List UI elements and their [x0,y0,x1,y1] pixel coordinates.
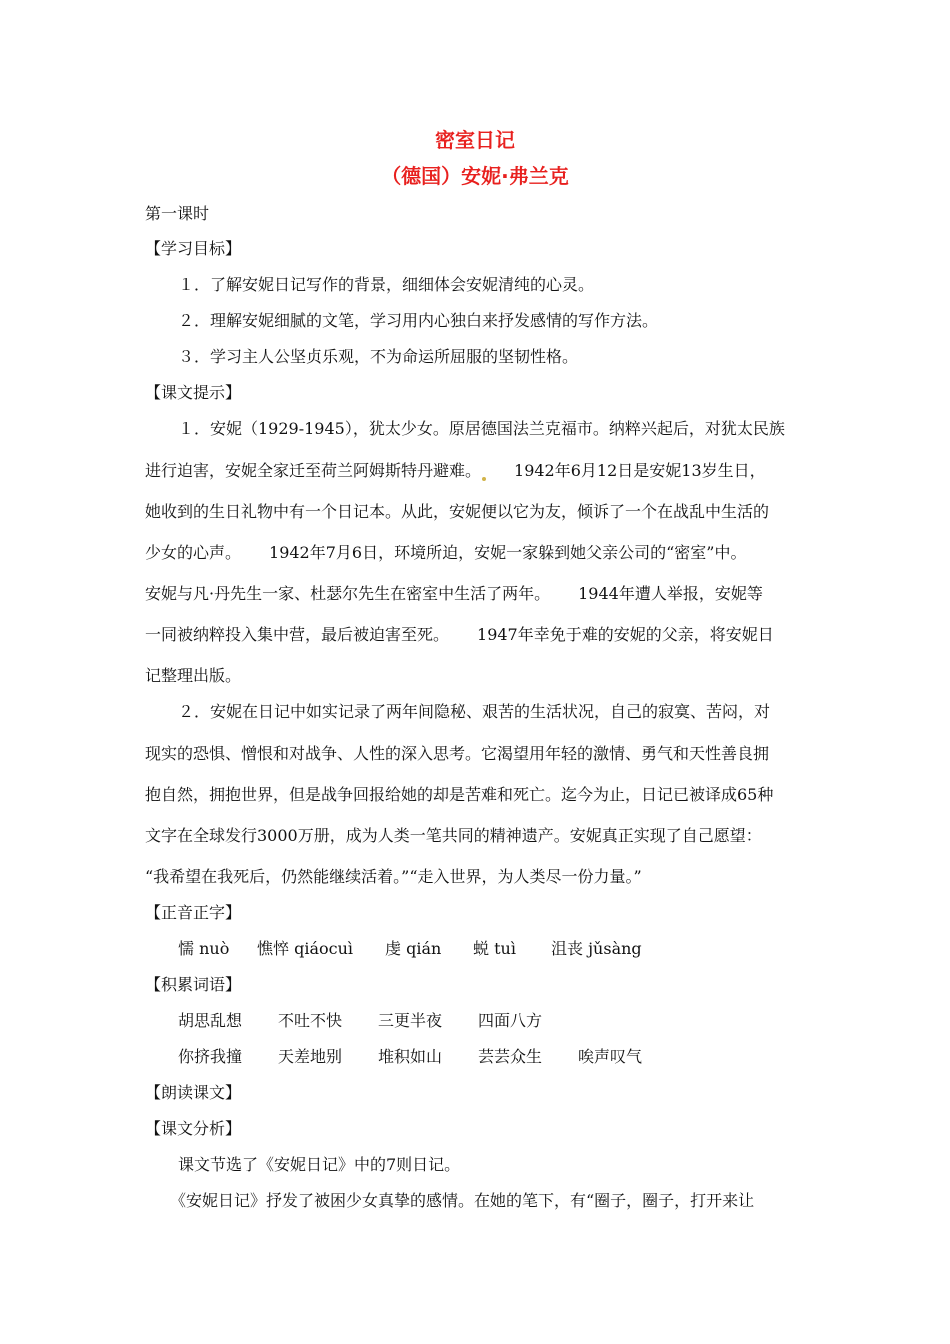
mark-dot [482,477,486,481]
tips-text: 少女的心声。 [145,543,242,562]
goal-1: １．了解安妮日记写作的背景，细细体会安妮清纯的心灵。 [178,275,595,294]
tips-text: 进行迫害，安妮全家迁至荷兰阿姆斯特丹避难。 [145,461,482,480]
analysis-line: 课文节选了《安妮日记》中的7则日记。 [178,1155,461,1174]
vocab-item: 芸芸众生 [478,1047,543,1066]
pronunciation-item: 蜕 tuì [473,939,516,958]
section-vocab: 【积累词语】 [145,975,242,994]
pronunciation-item: 懦 nuò [178,939,230,958]
analysis-line: 《安妮日记》抒发了被困少女真挚的感情。在她的笔下，有“圈子，圈子，打开来让 [170,1191,755,1210]
tips-text: 1942年7月6日，环境所迫，安妮一家躲到她父亲公司的“密室”中。 [269,543,747,562]
goal-2: ２．理解安妮细腻的文笔，学习用内心独白来抒发感情的写作方法。 [178,311,659,330]
section-pronunciation: 【正音正字】 [145,903,242,922]
pronunciation-item: 虔 qián [385,939,442,958]
tips-line [145,540,746,563]
goal-3: ３．学习主人公坚贞乐观，不为命运所屈服的坚韧性格。 [178,347,579,366]
vocab-item: 三更半夜 [378,1011,443,1030]
section-reading: 【朗读课文】 [145,1083,242,1102]
tips-line [145,458,766,481]
section-analysis: 【课文分析】 [145,1119,242,1138]
tips-text: 1944年遭人举报，安妮等 [578,584,763,603]
vocab-item: 不吐不快 [278,1011,343,1030]
vocab-item: 唉声叹气 [578,1047,643,1066]
section-goals: 【学习目标】 [145,239,242,258]
tips-line: ２．安妮在日记中如实记录了两年间隐秘、艰苦的生活状况，自己的寂寞、苦闷，对 [178,702,771,721]
pronunciation-item: 沮丧 jǔsàng [551,939,642,958]
vocab-item: 胡思乱想 [178,1011,243,1030]
tips-line: １．安妮（1929-1945），犹太少女。原居德国法兰克福市。纳粹兴起后，对犹太民族 [178,419,785,438]
vocab-item: 堆积如山 [378,1047,443,1066]
tips-line: 记整理出版。 [145,666,242,685]
tips-line: “我希望在我死后，仍然能继续活着。”“走入世界，为人类尽一份力量。” [145,867,642,886]
tips-text: 1947年幸免于难的安妮的父亲，将安妮日 [477,625,774,644]
doc-subtitle [0,160,950,189]
tips-line: 现实的恐惧、憎恨和对战争、人性的深入思考。它渴望用年轻的激情、勇气和天性善良拥 [145,744,770,763]
vocab-item: 天差地别 [278,1047,343,1066]
doc-subtitle-text: （德国）安妮·弗兰克 [381,164,569,188]
vocab-item: 四面八方 [478,1011,543,1030]
tips-line [145,622,774,645]
tips-text: 1942年6月12日是安妮13岁生日， [514,461,766,480]
tips-line: 她收到的生日礼物中有一个日记本。从此，安妮便以它为友，倾诉了一个在战乱中生活的 [145,502,770,521]
tips-line: 抱自然，拥抱世界，但是战争回报给她的却是苦难和死亡。迄今为止，日记已被译成65种 [145,785,774,804]
vocab-item: 你挤我撞 [178,1047,243,1066]
tips-line: 文字在全球发行3000万册，成为人类一笔共同的精神遗产。安妮真正实现了自己愿望： [145,826,762,845]
tips-text: 安妮与凡·丹先生一家、杜瑟尔先生在密室中生活了两年。 [145,584,551,603]
tips-line [145,581,763,604]
doc-title: 密室日记 [435,128,515,152]
pronunciation-item: 憔悴 qiáocuì [257,939,354,958]
section-tips: 【课文提示】 [145,383,242,402]
tips-text: 一同被纳粹投入集中营，最后被迫害至死。 [145,625,450,644]
lesson-label: 第一课时 [145,204,210,223]
